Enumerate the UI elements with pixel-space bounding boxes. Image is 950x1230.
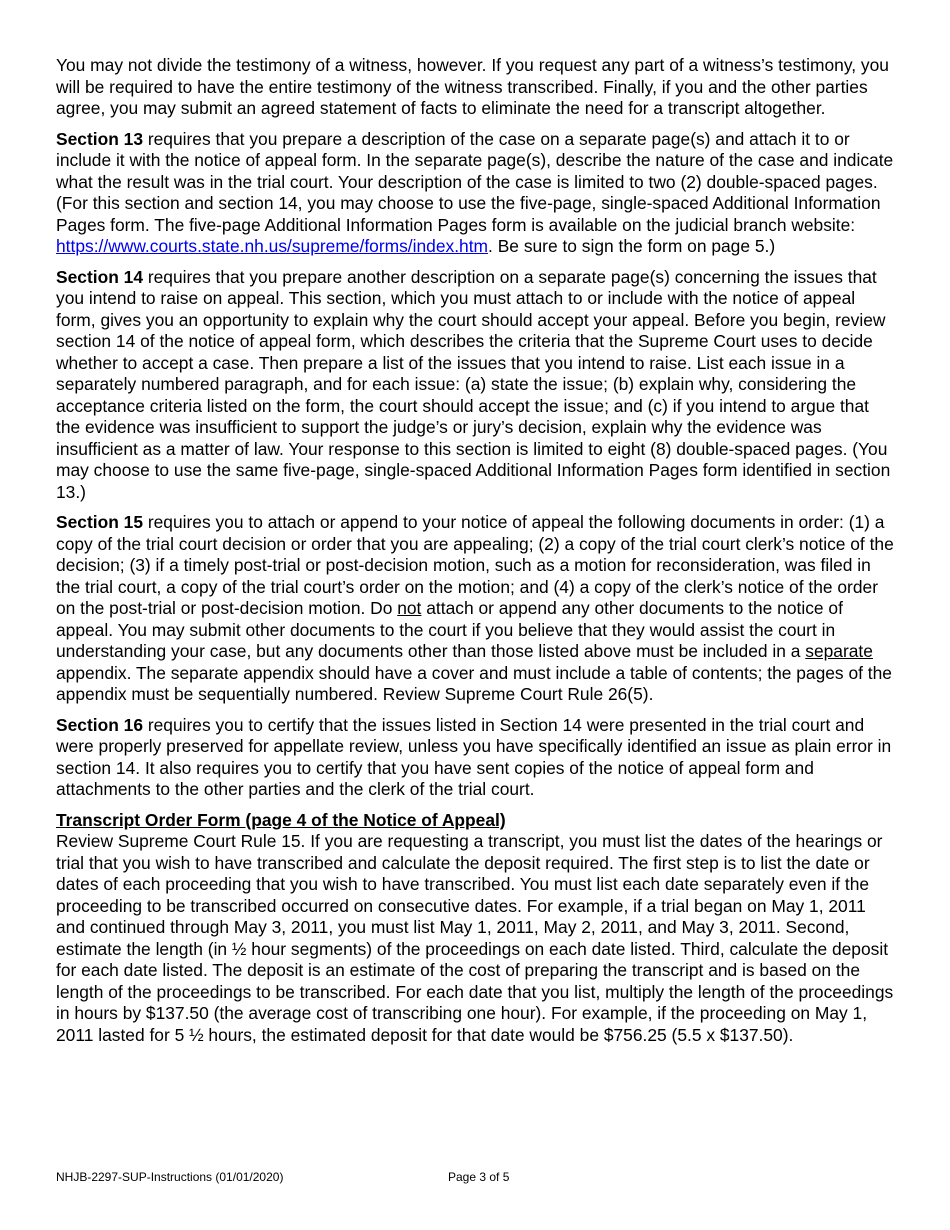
document-body [56,55,896,1055]
underlined-separate: separate [805,641,873,661]
footer-form-id: NHJB-2297-SUP-Instructions (01/01/2020) [56,1170,284,1184]
forms-website-link[interactable]: https://www.courts.state.nh.us/supreme/forms/index.htm [56,236,489,256]
section-15-text-a: requires you to attach or append to your notice of appeal the following documents in order: (1) a copy of the trial court decision or order that you are appealing; (2) a copy of the trial court clerk’s notice of the decision; (3) if a timely post-trial or post-decision motion, such as a motion for reconsideration, was filed in the trial court, a copy of the trial court’s order on the motion; and (4) a copy of the clerk’s notice of the order on the post-trial or post-decision motion. Do [56,512,894,618]
section-15-label: Section 15 [56,512,143,532]
paragraph-section-14 [56,267,896,504]
section-13-text-a: requires that you prepare a description of the case on a separate page(s) and attach it to or include it with the notice of appeal form. In the separate page(s), describe the nature of the case and indicate what the result was in the trial court. Your description of the case is limited to two (2) double-spaced pages. (For this section and section 14, you may choose to use the five-page, single-spaced Additional Information Pages form. The five-page Additional Information Pages form is available on the judicial branch website: [56,128,894,235]
paragraph-section-13 [56,129,896,258]
paragraph-transcript-order [56,810,896,1047]
section-16-label: Section 16 [56,714,143,735]
footer-page-number: Page 3 of 5 [448,1170,510,1184]
section-14-text: requires that you prepare another description on a separate page(s) concerning the issues that you intend to raise on appeal. This section, which you must attach to or include with the notice of appeal form, gives you an opportunity to explain why the court should accept your appeal. Before you begin, review section 14 of the notice of appeal form, which describes the criteria that the Supreme Court uses to decide whether to accept a case. Then prepare a list of the issues that you intend to raise. List each issue in a separately numbered paragraph, and for each issue: (a) state the issue; (b) explain why, considering the acceptance criteria listed on the form, the court should accept the issue; and (c) if you intend to argue that the evidence was insufficient to support the judge’s or jury’s decision, explain why the evidence was insufficient as a matter of law. Your response to this section is limited to eight (8) double-spaced pages. (You may choose to use the same five-page, single-spaced Additional Information Pages form identified in section 13.) [56,266,891,502]
transcript-heading: Transcript Order Form (page 4 of the Notice of Appeal) [56,809,506,830]
section-16-text: requires you to certify that the issues listed in Section 14 were presented in the trial court and were properly preserved for appellate review, unless you have specifically identified an issue as plain error in section 14. It also requires you to certify that you have sent copies of the notice of appeal form and attachments to the other parties and the clerk of the trial court. [56,714,892,799]
section-14-label: Section 14 [56,266,143,287]
section-15-text-b: attach or append any other documents to the notice of appeal. You may submit other documents to the court if you believe that they would assist the court in understanding your case, but any documents other than those listed above must be included in a [56,598,843,661]
paragraph-witness-testimony [56,55,896,120]
section-13-text-b: . Be sure to sign the form on page 5.) [488,236,776,256]
transcript-text: Review Supreme Court Rule 15. If you are requesting a transcript, you must list the dates of the hearings or trial that you wish to have transcribed and calculate the deposit required. The first step is to list the date or dates of each proceeding that you wish to have transcribed. You must list each date separately even if the proceeding to be transcribed occurred on consecutive dates. For example, if a trial began on May 1, 2011 and continued through May 3, 2011, you must list May 1, 2011, May 2, 2011, and May 3, 2011. Second, estimate the length (in ½ hour segments) of the proceedings on each date listed. Third, calculate the deposit for each date listed. The deposit is an estimate of the cost of preparing the transcript and is based on the length of the proceedings to be transcribed. For each date that you list, multiply the length of the proceedings in hours by $137.50 (the average cost of transcribing one hour). For example, if the proceeding on May 1, 2011 lasted for 5 ½ hours, the estimated deposit for that date would be $756.25 (5.5 x $137.50). [56,831,894,1045]
underlined-not: not [397,598,422,618]
paragraph-section-15 [56,512,896,706]
section-15-text-c: appendix. The separate appendix should have a cover and must include a table of contents; the pages of the appendix must be sequentially numbered. Review Supreme Court Rule 26(5). [56,662,892,704]
paragraph-text: You may not divide the testimony of a witness, however. If you request any part of a witness’s testimony, you will be required to have the entire testimony of the witness transcribed. Finally, if you and the other parties agree, you may submit an agreed statement of facts to eliminate the need for a transcript altogether. [56,55,889,118]
section-13-label: Section 13 [56,128,143,149]
paragraph-section-16 [56,715,896,801]
